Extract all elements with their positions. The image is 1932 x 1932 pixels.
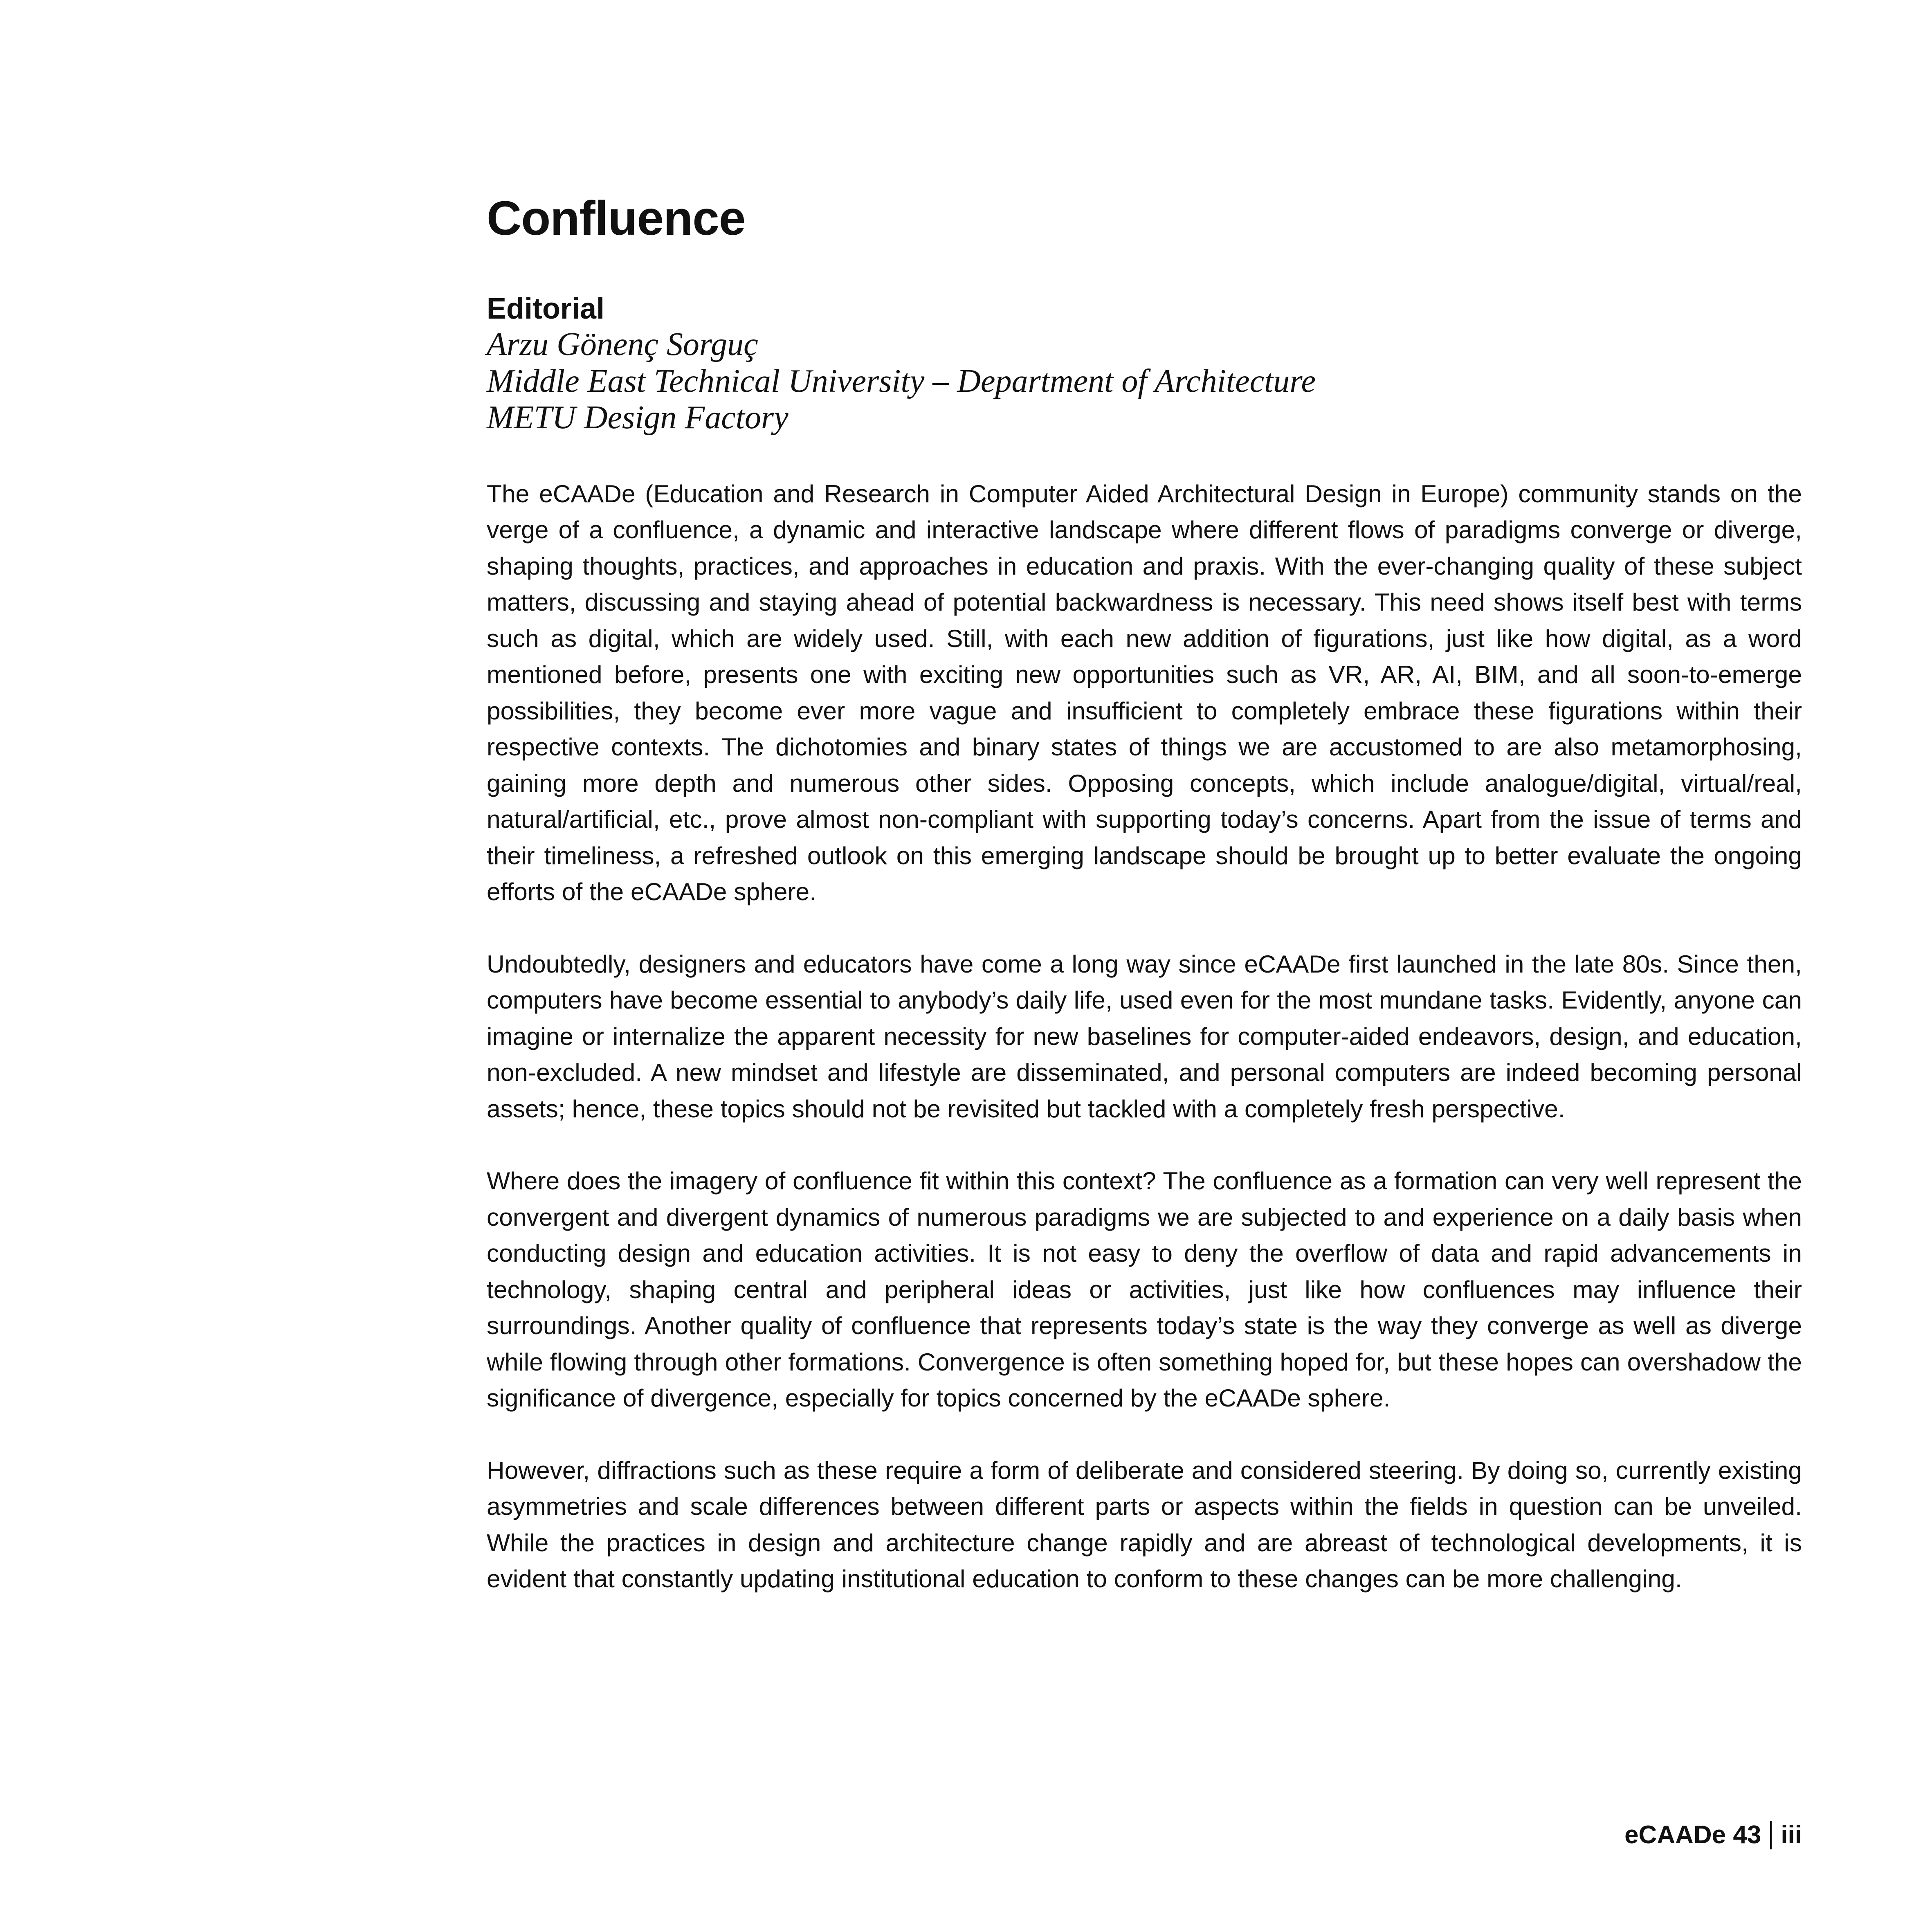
page-footer: [1624, 1821, 1802, 1849]
body-paragraph: Undoubtedly, designers and educators have come a long way since eCAADe first launched in the late 80s. Since then, computers have become essential to anybody’s daily life, used even for the most mundane tasks. Evidently, anyone can imagine or internalize the apparent necessity for new baselines for computer-aided endeavors, design, and education, non-excluded. A new mindset and lifestyle are disseminated, and personal computers are indeed becoming personal assets; hence, these topics should not be revisited but tackled with a completely fresh perspective.: [487, 950, 1802, 1123]
page-content: [487, 192, 1802, 1633]
body-paragraph: The eCAADe (Education and Research in Computer Aided Architectural Design in Europe) community stands on the verge of a confluence, a dynamic and interactive landscape where different flows of paradigms converge or diverge, shaping thoughts, practices, and approaches in education and praxis. With the ever-changing quality of these subject matters, discussing and staying ahead of potential backwardness is necessary. This need shows itself best with terms such as digital, which are widely used. Still, with each new addition of figurations, just like how digital, as a word mentioned before, presents one with exciting new opportunities such as VR, AR, AI, BIM, and all soon-to-emerge possibilities, they become ever more vague and insufficient to completely embrace these figurations within their respective contexts. The dichotomies and binary states of things we are accustomed to are also metamorphosing, gaining more depth and numerous other sides. Opposing concepts, which include analogue/digital, virtual/real, natural/artificial, etc., prove almost non-compliant with supporting today’s concerns. Apart from the issue of terms and their timeliness, a refreshed outlook on this emerging landscape should be brought up to better evaluate the ongoing efforts of the eCAADe sphere.: [487, 479, 1802, 906]
footer-divider: [1770, 1821, 1772, 1849]
page-number: iii: [1781, 1821, 1802, 1849]
body-paragraph: Where does the imagery of confluence fit within this context? The confluence as a formation can very well represent the convergent and divergent dynamics of numerous paradigms we are subjected to and experience on a daily basis when conducting design and education activities. It is not easy to deny the overflow of data and rapid advancements in technology, shaping central and peripheral ideas or activities, just like how confluences may influence their surroundings. Another quality of confluence that represents today’s state is the way they converge as well as diverge while flowing through other formations. Convergence is often something hoped for, but these hopes can overshadow the significance of divergence, especially for topics concerned by the eCAADe sphere.: [487, 1167, 1802, 1412]
affiliation-university: Middle East Technical University – Department of Architecture: [487, 363, 1316, 399]
page-title: Confluence: [487, 191, 746, 245]
section-label: Editorial: [487, 292, 605, 325]
byline-block: [487, 291, 1802, 436]
author-name: Arzu Gönenç Sorguç: [487, 326, 758, 363]
affiliation-factory: METU Design Factory: [487, 400, 789, 436]
publication-name: eCAADe 43: [1624, 1821, 1761, 1849]
body-paragraph: However, diffractions such as these require a form of deliberate and considered steering. By doing so, currently existing asymmetries and scale differences between different parts or aspects within the fields in question can be unveiled. While the practices in design and architecture change rapidly and are abreast of technological developments, it is evident that constantly updating institutional education to conform to these changes can be more challenging.: [487, 1456, 1802, 1593]
